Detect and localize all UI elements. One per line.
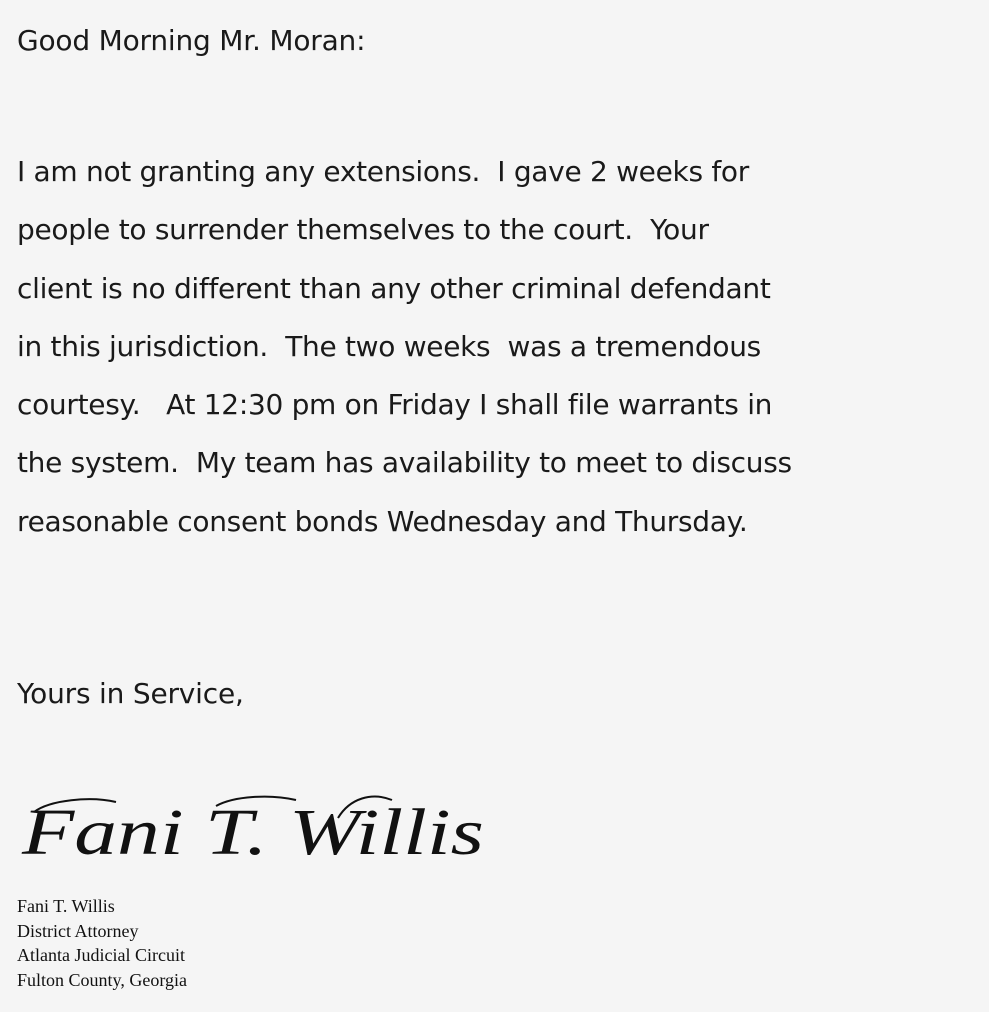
signature-script-text: Fani T. Willis — [20, 796, 485, 869]
letter-closing: Yours in Service, — [17, 677, 244, 710]
body-line: in this jurisdiction. The two weeks was a tremendous — [17, 329, 761, 363]
body-line: client is no different than any other criminal defendant — [17, 271, 771, 305]
letter-body — [17, 143, 977, 551]
body-line: I am not granting any extensions. I gave 2 weeks for — [17, 155, 749, 188]
body-line: reasonable consent bonds Wednesday and Thursday. — [17, 504, 748, 538]
signer-circuit: Atlanta Judicial Circuit — [17, 945, 185, 965]
letter-greeting: Good Morning Mr. Moran: — [17, 24, 366, 57]
signature-block — [17, 894, 187, 992]
body-line: courtesy. At 12:30 pm on Friday I shall file warrants in — [17, 388, 773, 422]
handwritten-signature — [20, 778, 500, 878]
body-line: people to surrender themselves to the court. Your — [17, 213, 709, 247]
signer-title: District Attorney — [17, 920, 139, 941]
body-line: the system. My team has availability to meet to discuss — [17, 446, 792, 480]
signer-county: Fulton County, Georgia — [17, 969, 187, 990]
signer-name: Fani T. Willis — [17, 896, 115, 916]
